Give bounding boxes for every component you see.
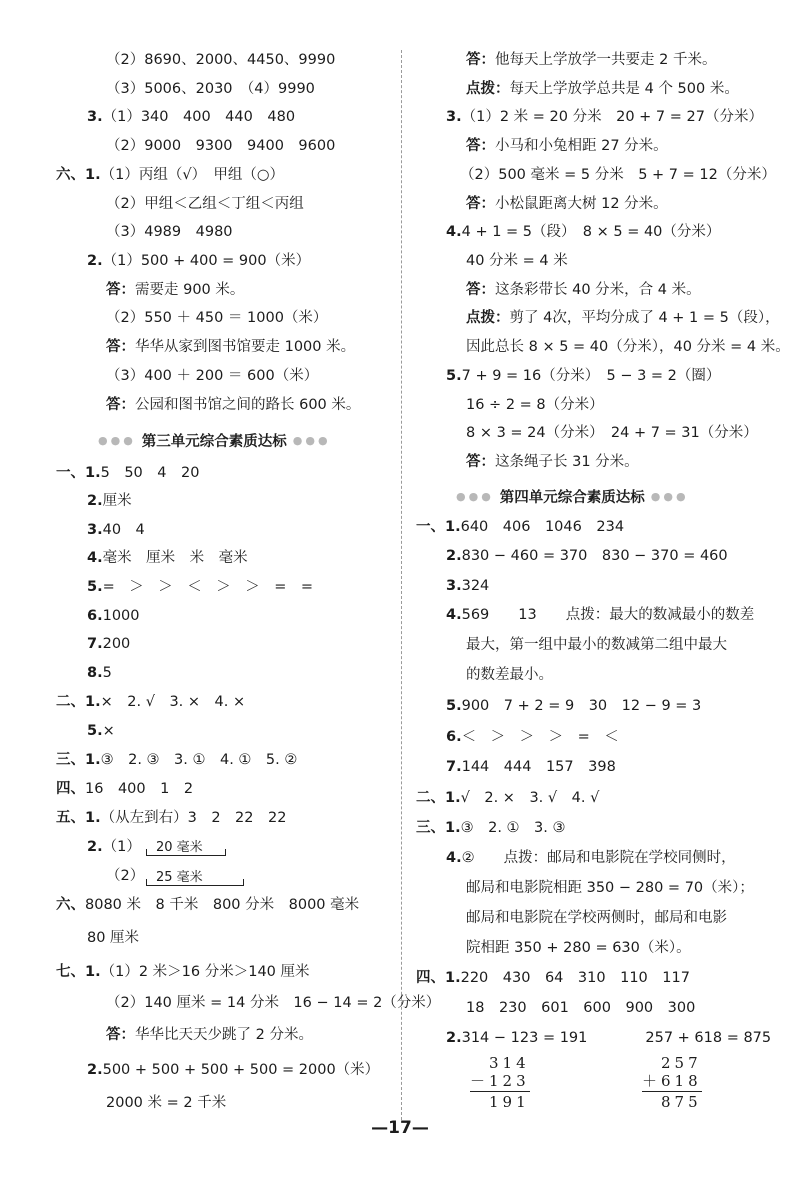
answer-text: 毫米 厘米 米 毫米: [102, 550, 248, 566]
answer-text: 每天上学放学总共是 4 个 500 米。: [509, 81, 739, 97]
item-label: 四、1.: [416, 970, 461, 986]
right-answer-line: [446, 757, 616, 777]
right-answer-line: [446, 848, 736, 868]
calc-result: 191: [489, 1093, 530, 1111]
right-answer-line: [446, 222, 720, 242]
answer-text: 院相距 350 + 280 = 630（米）。: [466, 940, 691, 956]
left-answer-line: [106, 308, 327, 328]
item-label: 六、1.: [56, 167, 101, 183]
answer-text: 这条绳子长 31 分米。: [495, 454, 639, 470]
left-answer-line: [87, 491, 132, 511]
left-answer-line: [87, 251, 310, 271]
item-label: 3.: [446, 109, 462, 125]
left-answer-line: [87, 663, 112, 683]
left-answer-line: [87, 606, 140, 626]
left-answer-line: [106, 222, 233, 242]
answer-text: （2）500 毫米 = 5 分米 5 + 7 = 12（分米）: [460, 167, 776, 183]
right-answer-line: [446, 605, 754, 625]
item-label: 4.: [446, 607, 462, 623]
segment-line: [146, 849, 226, 856]
item-label: 一、1.: [416, 519, 461, 535]
item-label: 4.: [87, 550, 103, 566]
answer-text: （2）140 厘米 = 14 分米 16 − 14 = 2（分米）: [106, 995, 441, 1011]
left-answer-line: [106, 50, 335, 70]
answer-text: 2000 米 = 2 千米: [106, 1095, 227, 1111]
item-label: 2.: [446, 548, 462, 564]
answer-text: 830 − 460 = 370 830 − 370 = 460: [461, 548, 728, 564]
answer-text: 华华从家到图书馆要走 1000 米。: [135, 339, 356, 355]
answer-text: 569 13 点拨：最大的数减最小的数差: [461, 607, 755, 623]
item-label: 答：: [106, 397, 135, 413]
right-answer-line: [466, 337, 790, 357]
calc-operand: 314: [489, 1054, 530, 1072]
answer-text: （2）550 ＋ 450 ＝ 1000（米）: [106, 310, 328, 326]
segment-label: 20 毫米: [156, 840, 203, 855]
answer-text: 16 400 1 2: [85, 781, 194, 797]
answer-text: 需要走 900 米。: [135, 282, 245, 298]
answer-text: 公园和图书馆之间的路长 600 米。: [135, 397, 361, 413]
right-answer-line: [466, 280, 701, 300]
answer-text: （2）甲组＜乙组＜丁组＜丙组: [106, 196, 304, 212]
right-answer-line: [466, 938, 691, 958]
left-answer-line: [87, 1060, 379, 1080]
item-label: 5.: [87, 579, 103, 595]
answer-text: 7 + 9 = 16（分米） 5 − 3 = 2（圈）: [461, 368, 721, 384]
item-label: 二、1.: [416, 790, 461, 806]
item-label: 2.: [446, 1030, 462, 1046]
right-answer-line: [466, 395, 604, 415]
item-label: 点拨：: [466, 310, 510, 326]
calc-rule: [470, 1091, 530, 1092]
item-label: 2.: [87, 493, 103, 509]
answer-text: （3）400 ＋ 200 ＝ 600（米）: [106, 368, 319, 384]
item-label: 8.: [87, 665, 103, 681]
right-answer-line: [446, 696, 701, 716]
item-label: 2.: [87, 1062, 103, 1078]
left-answer-line: [106, 136, 335, 156]
right-answer-line: [446, 546, 728, 566]
item-label: 七、1.: [56, 964, 101, 980]
dots-decoration: ●●●: [456, 490, 494, 503]
item-label: 6.: [446, 729, 462, 745]
left-answer-line: [56, 692, 245, 712]
answer-text: （3）5006、2030 （4）9990: [106, 81, 315, 97]
item-label: 4.: [446, 850, 462, 866]
right-answer-line: [466, 635, 727, 655]
right-answer-line: [466, 452, 639, 472]
segment-label: 25 毫米: [156, 870, 203, 885]
item-label: 5.: [446, 368, 462, 384]
item-label: 6.: [87, 608, 103, 624]
item-label: 答：: [106, 282, 135, 298]
answer-text: 314 − 123 = 191 257 + 618 = 875: [461, 1030, 772, 1046]
answer-text: 200: [102, 636, 131, 652]
calc-operand-with-sign: ＋618: [642, 1072, 702, 1090]
answer-text: 4 + 1 = 5（段） 8 × 5 = 40（分米）: [461, 224, 721, 240]
answer-text: 邮局和电影院相距 350 − 280 = 70（米）；: [466, 880, 754, 896]
left-answer-line: [106, 337, 355, 357]
right-answer-line: [466, 251, 568, 271]
section-title-text: 第三单元综合素质达标: [141, 434, 287, 450]
left-answer-line: [56, 750, 297, 770]
answer-text: 邮局和电影院在学校两侧时，邮局和电影: [466, 910, 727, 926]
right-answer-line: [460, 165, 776, 185]
item-label: 二、1.: [56, 694, 101, 710]
item-label: 3.: [87, 109, 103, 125]
item-label: 7.: [446, 759, 462, 775]
right-answer-line: [446, 1028, 771, 1048]
answer-text: 40 4: [102, 522, 145, 538]
answer-text: 324: [461, 578, 490, 594]
answer-text: （2）9000 9300 9400 9600: [106, 138, 336, 154]
answer-text: 640 406 1046 234: [460, 519, 625, 535]
item-label: 5.: [446, 698, 462, 714]
left-answer-line: [87, 721, 115, 741]
answer-text: 这条彩带长 40 分米，合 4 米。: [495, 282, 701, 298]
right-answer-line: [466, 908, 727, 928]
left-answer-line: [87, 837, 141, 857]
answer-text: 80 厘米: [87, 930, 140, 946]
left-answer-line: [106, 194, 304, 214]
right-answer-line: [416, 788, 599, 808]
answer-text: （1）: [102, 839, 141, 855]
answer-text: 的数差最小。: [466, 667, 553, 683]
answer-text: 1000: [102, 608, 140, 624]
right-answer-line: [466, 665, 553, 685]
answer-text: 厘米: [102, 493, 132, 509]
right-answer-line: [466, 194, 668, 214]
page-number: —17—: [371, 1118, 429, 1138]
answer-text: （2）8690、2000、4450、9990: [106, 52, 336, 68]
left-answer-line: [106, 280, 244, 300]
calc-result: 875: [661, 1093, 702, 1111]
left-answer-line: [87, 577, 313, 597]
left-answer-line: [106, 395, 360, 415]
item-label: 答：: [466, 196, 495, 212]
right-answer-line: [466, 998, 695, 1018]
answer-text: 18 230 601 600 900 300: [466, 1000, 696, 1016]
answer-text: 900 7 + 2 = 9 30 12 − 9 = 3: [461, 698, 702, 714]
left-answer-line: [56, 779, 193, 799]
answer-text: 8 × 3 = 24（分米） 24 + 7 = 31（分米）: [466, 425, 758, 441]
answer-text: （3）4989 4980: [106, 224, 233, 240]
dots-decoration: ●●●: [292, 434, 331, 447]
section-title: [456, 486, 689, 507]
right-answer-line: [416, 968, 690, 988]
calc-rule: [642, 1091, 702, 1092]
left-answer-line: [87, 107, 295, 127]
right-answer-line: [466, 136, 668, 156]
item-label: 三、1.: [416, 820, 461, 836]
item-label: 2.: [87, 839, 103, 855]
left-answer-line: [106, 1093, 226, 1113]
right-answer-line: [416, 517, 624, 537]
left-answer-line: [87, 548, 248, 568]
answer-text: 剪了 4次，平均分成了 4 + 1 = 5（段），: [509, 310, 780, 326]
right-answer-line: [446, 107, 763, 127]
vertical-calculation: [470, 1054, 530, 1111]
segment-line: [146, 879, 244, 886]
answer-text: 5: [102, 665, 112, 681]
answer-text: ＜ ＞ ＞ ＞ = ＜: [461, 729, 619, 745]
left-answer-line: [56, 165, 284, 185]
right-answer-line: [466, 878, 754, 898]
answer-text: × 2. √ 3. × 4. ×: [100, 694, 246, 710]
left-answer-line: [106, 1025, 313, 1045]
right-answer-line: [446, 576, 489, 596]
answer-text: ×: [102, 723, 115, 739]
dots-decoration: ●●●: [650, 490, 689, 503]
answer-text: （1）2 米 = 20 分米 20 + 7 = 27（分米）: [461, 109, 763, 125]
item-label: 答：: [106, 339, 135, 355]
left-answer-line: [56, 463, 199, 483]
answer-text: 5 50 4 20: [100, 465, 200, 481]
calc-operand: 257: [661, 1054, 702, 1072]
vertical-calculation: [642, 1054, 702, 1111]
answer-text: （1）2 米＞16 分米＞140 厘米: [100, 964, 310, 980]
left-answer-line: [87, 520, 145, 540]
right-answer-line: [446, 727, 619, 747]
left-answer-line: [106, 79, 315, 99]
answer-text: ③ 2. ③ 3. ① 4. ① 5. ②: [100, 752, 298, 768]
answer-text: （1）丙组（√） 甲组（○）: [100, 167, 284, 183]
section-title: [98, 430, 331, 451]
calc-operand-with-sign: －123: [470, 1072, 530, 1090]
left-answer-line: [87, 928, 139, 948]
left-answer-line: [87, 634, 130, 654]
answer-text: 144 444 157 398: [461, 759, 616, 775]
item-label: 点拨：: [466, 81, 510, 97]
right-answer-line: [466, 79, 739, 99]
answer-text: 因此总长 8 × 5 = 40（分米），40 分米 = 4 米。: [466, 339, 790, 355]
item-label: 5.: [87, 723, 103, 739]
item-label: 一、1.: [56, 465, 101, 481]
section-title-text: 第四单元综合素质达标: [499, 490, 645, 506]
answer-text: √ 2. × 3. √ 4. √: [460, 790, 600, 806]
right-answer-line: [466, 423, 758, 443]
answer-text: （从左到右）3 2 22 22: [100, 810, 287, 826]
item-label: 4.: [446, 224, 462, 240]
answer-text: ② 点拨：邮局和电影院在学校同侧时，: [461, 850, 736, 866]
left-answer-line: [56, 808, 286, 828]
left-answer-line: [106, 366, 318, 386]
left-answer-line: [106, 993, 440, 1013]
item-label: 答：: [106, 1027, 135, 1043]
item-label: 五、1.: [56, 810, 101, 826]
answer-text: 小马和小兔相距 27 分米。: [495, 138, 668, 154]
item-label: 答：: [466, 138, 495, 154]
item-label: 答：: [466, 454, 495, 470]
item-label: 3.: [446, 578, 462, 594]
left-answer-line: [106, 866, 144, 886]
answer-text: 华华比天天少跳了 2 分米。: [135, 1027, 313, 1043]
item-label: 2.: [87, 253, 103, 269]
column-divider: [401, 50, 402, 1120]
dots-decoration: ●●●: [98, 434, 136, 447]
item-label: 答：: [466, 282, 495, 298]
left-answer-line: [56, 962, 310, 982]
left-answer-line: [56, 895, 359, 915]
answer-text: 小松鼠距离大树 12 分米。: [495, 196, 668, 212]
answer-text: 16 ÷ 2 = 8（分米）: [466, 397, 604, 413]
item-label: 答：: [466, 52, 495, 68]
right-answer-line: [466, 50, 716, 70]
answer-text: 40 分米 = 4 米: [466, 253, 568, 269]
answer-text: 他每天上学放学一共要走 2 千米。: [495, 52, 717, 68]
answer-text: 500 + 500 + 500 + 500 = 2000（米）: [102, 1062, 380, 1078]
answer-text: = ＞ ＞ ＜ ＞ ＞ = =: [102, 579, 314, 595]
right-answer-line: [466, 308, 780, 328]
item-label: 六、: [56, 897, 85, 913]
answer-text: 最大，第一组中最小的数减第二组中最大: [466, 637, 727, 653]
item-label: 四、: [56, 781, 85, 797]
item-label: 3.: [87, 522, 103, 538]
answer-text: 220 430 64 310 110 117: [460, 970, 690, 986]
answer-text: （1）340 400 440 480: [102, 109, 296, 125]
item-label: 三、1.: [56, 752, 101, 768]
answer-text: （1）500 + 400 = 900（米）: [102, 253, 311, 269]
answer-text: （2）: [106, 868, 145, 884]
right-answer-line: [416, 818, 566, 838]
answer-text: ③ 2. ① 3. ③: [460, 820, 566, 836]
item-label: 7.: [87, 636, 103, 652]
answer-text: 8080 米 8 千米 800 分米 8000 毫米: [85, 897, 360, 913]
right-answer-line: [446, 366, 720, 386]
